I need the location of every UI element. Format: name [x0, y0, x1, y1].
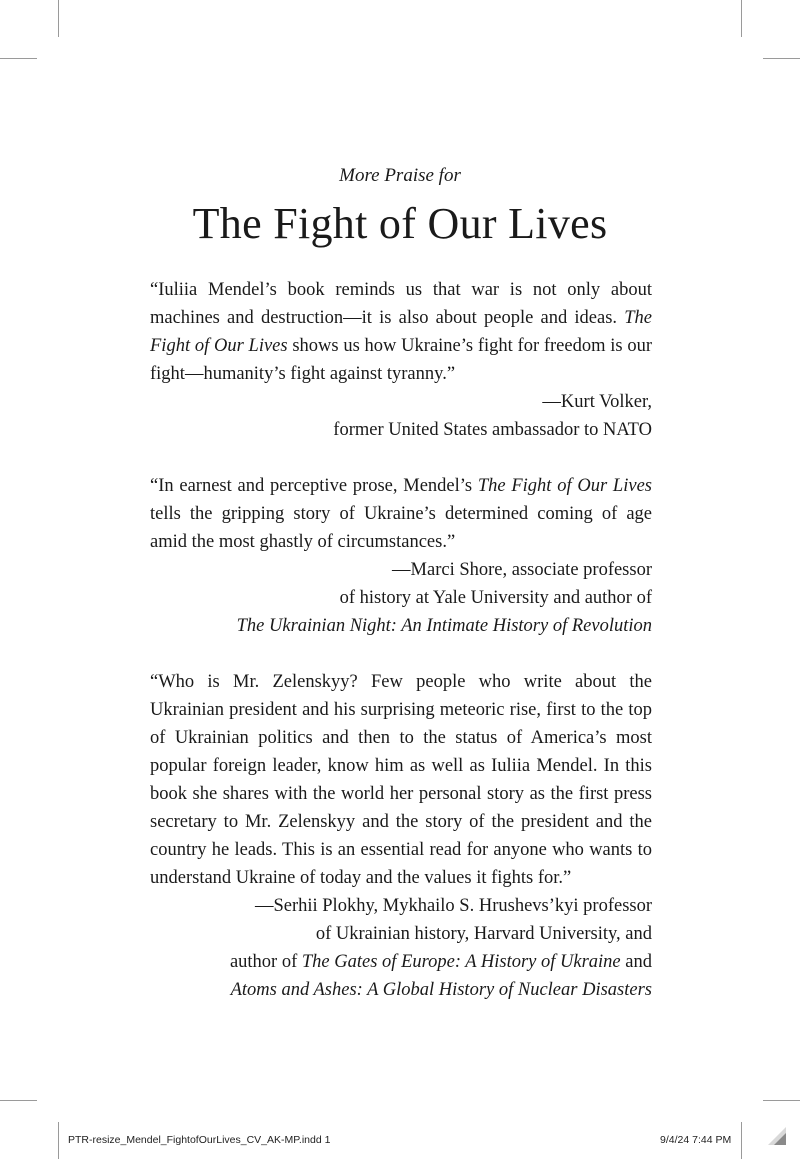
book-title-italic: The Fight of Our Lives — [477, 476, 652, 496]
blurb-attribution: author of The Gates of Europe: A History of Ukraine and — [229, 952, 652, 972]
blurb-attribution: —Kurt Volker, — [542, 392, 652, 412]
blurb-attribution: —Serhii Plokhy, Mykhailo S. Hrushevs’kyi professor — [254, 896, 652, 916]
section-kicker: More Praise for — [339, 165, 461, 186]
print-slug-filename: PTR-resize_Mendel_FightofOurLives_CV_AK-MP.indd 1 — [68, 1134, 331, 1146]
blurb-shore — [150, 472, 652, 640]
crop-mark-right-bottom — [763, 1100, 800, 1101]
book-title-italic: The Fight of Our Lives — [150, 308, 652, 356]
blurb-attribution: —Marci Shore, associate professor — [392, 560, 652, 580]
print-slug-timestamp: 9/4/24 7:44 PM — [660, 1134, 732, 1146]
crop-mark-top-right — [741, 0, 742, 37]
blurb-quote: “In earnest and perceptive prose, Mendel’s The Fight of Our Lives tells the gripping story of Ukraine’s determined coming of age amid the most ghastly of circumstances.” — [150, 476, 652, 552]
crop-mark-top-left — [58, 0, 59, 37]
blurb-attribution: of Ukrainian history, Harvard University, and — [315, 924, 652, 944]
crop-mark-bottom-left — [58, 1122, 59, 1159]
blurb-attribution: The Ukrainian Night: An Intimate History of Revolution — [236, 616, 652, 636]
blurb-volker — [150, 276, 652, 444]
crop-mark-left-top — [0, 58, 37, 59]
crop-mark-left-bottom — [0, 1100, 37, 1101]
page-title: The Fight of Our Lives — [192, 199, 608, 248]
blurb-attribution: Atoms and Ashes: A Global History of Nuclear Disasters — [230, 980, 652, 1000]
crop-mark-right-top — [763, 58, 800, 59]
page-curl-icon[interactable] — [768, 1127, 786, 1145]
blurb-quote: “Who is Mr. Zelenskyy? Few people who write about the Ukrainian president and his surprising meteoric rise, first to the top of Ukrainian politics and then to the status of America’s most popular foreign leader, know him as well as Iuliia Mendel. In this book she shares with the world her personal story as the first press secretary to Mr. Zelenskyy and the story of the president and the country he leads. This is an essential read for anyone who wants to understand Ukraine of today and the values it fights for.” — [150, 672, 652, 888]
blurb-quote: “Iuliia Mendel’s book reminds us that war is not only about machines and destruction—it is also about people and ideas. The Fight of Our Lives shows us how Ukraine’s fight for freedom is our fight—humanity’s fight against tyranny.” — [150, 280, 652, 384]
crop-mark-bottom-right — [741, 1122, 742, 1159]
blurb-attribution: of history at Yale University and author of — [339, 588, 652, 608]
blurb-plokhy — [150, 668, 652, 1004]
blurb-attribution: former United States ambassador to NATO — [333, 420, 652, 440]
